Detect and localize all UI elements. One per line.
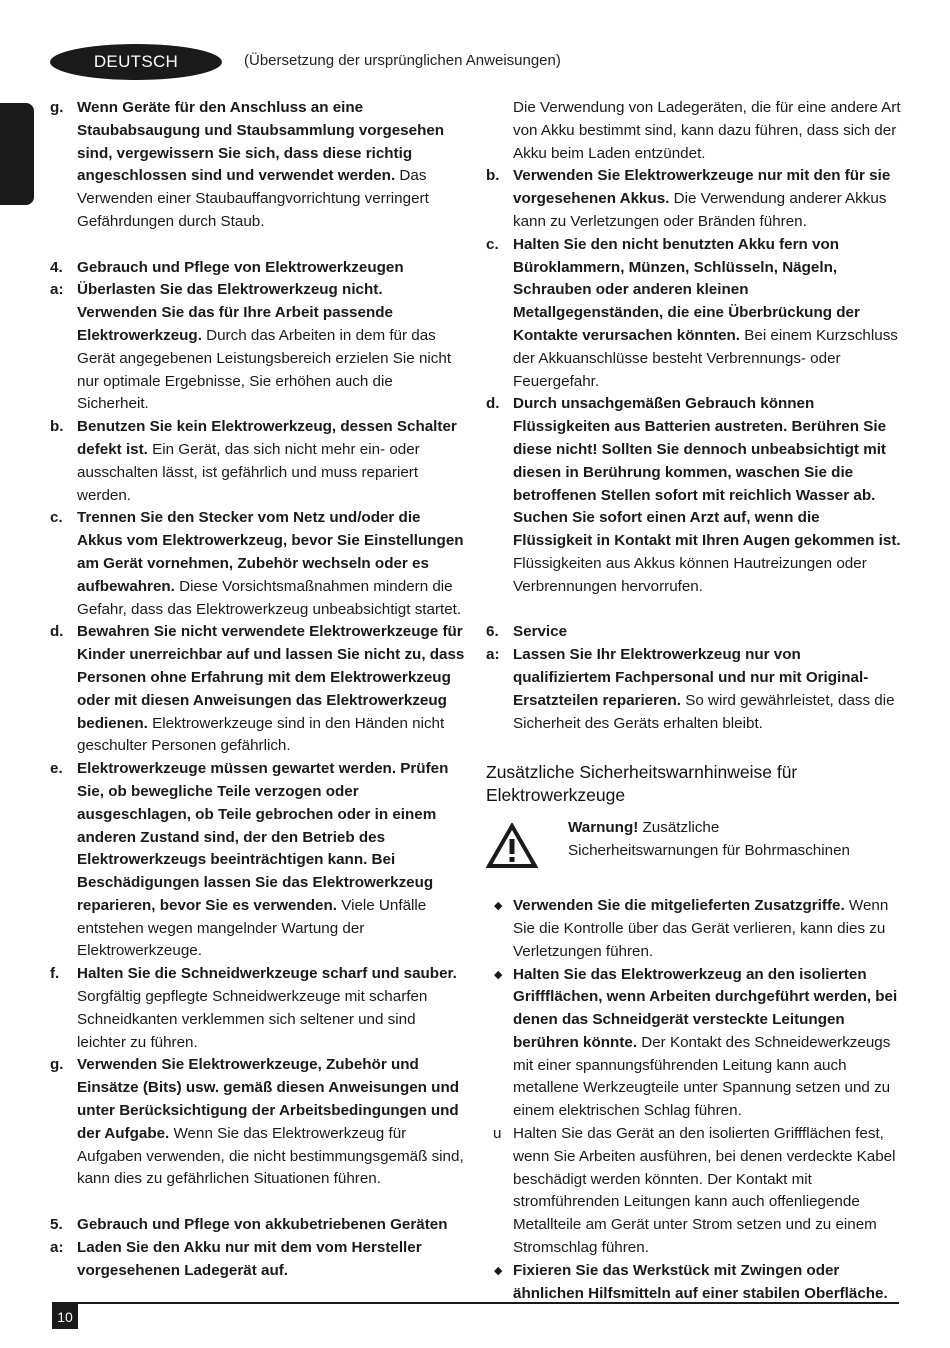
bullet-item: ◆ Halten Sie das Elektrowerkzeug an den isolierten Griffflächen, wenn Arbeiten durchgeführt werden, bei denen das Schneidgerät versteckte Leitungen berühren könnte. Der Kontakt des Schneidewerkzeugs mit einer spannungsführenden Leitung kann auch metallene Werkzeugteile unter Spannung setzen und zu einem elektrischen Schlag führen. (486, 964, 902, 1124)
translation-note: (Übersetzung der ursprünglichen Anweisungen) (244, 52, 561, 69)
section-heading-6: 6. Service (486, 623, 568, 641)
list-item-f: f. Halten Sie die Schneidwerkzeuge scharf und sauber. Sorgfältig gepflegte Schneidwerkzeuge mit scharfen Schneidkanten verklemmen sich seltener und sind leichter zu führen. (50, 965, 457, 1051)
list-item-a5: a: Laden Sie den Akku nur mit dem vom Hersteller vorgesehenen Ladegerät auf. (50, 1238, 422, 1279)
list-item-c: c. Trennen Sie den Stecker vom Netz und/oder die Akkus vom Elektrowerkzeug, bevor Sie Einstellungen am Gerät vornehmen, Zubehör wechseln oder es aufbewahren. Diese Vorsichtsmaßnahmen mindern die Gefahr, dass das Elektrowerkzeug unbeabsichtigt startet. (50, 509, 464, 618)
continued-paragraph: Die Verwendung von Ladegeräten, die für eine andere Art von Akku bestimmt sind, kann dazu führen, dass sich der Akku beim Laden entzündet. (513, 99, 901, 162)
list-item-b: b. Benutzen Sie kein Elektrowerkzeug, dessen Schalter defekt ist. Ein Gerät, das sich nicht mehr ein- oder ausschalten lässt, ist gefährlich und muss repariert werden. (50, 418, 457, 504)
warning-triangle-icon (486, 817, 568, 877)
warning-block (486, 817, 902, 877)
footer-rule (52, 1302, 899, 1304)
list-item-e: e. Elektrowerkzeuge müssen gewartet werden. Prüfen Sie, ob bewegliche Teile verzogen oder ausgeschlagen, ob Teile gebrochen oder in einem anderen Zustand sind, der den Betrieb des Elektrowerkzeugs beeinträchtigen kann. Bei Beschädigungen lassen Sie das Elektrowerkzeug reparieren, bevor Sie es verwenden. Viele Unfälle entstehen wegen mangelnder Wartung der Elektrowerkzeuge. (50, 760, 449, 960)
right-column (486, 97, 902, 1305)
section-heading-4: 4. Gebrauch und Pflege von Elektrowerkzeugen (50, 258, 404, 276)
list-item-a: a: Überlasten Sie das Elektrowerkzeug nicht. Verwenden Sie das für Ihre Arbeit passende Elektrowerkzeug. Durch das Arbeiten in dem für das Gerät angegebenen Leistungsbereich erzielen Sie nicht nur optimale Ergebnisse, Sie erhöhen auch die Sicherheit. (50, 281, 452, 413)
list-item-d: d. Bewahren Sie nicht verwendete Elektrowerkzeuge für Kinder unerreichbar auf und lassen Sie nicht zu, dass Personen ohne Erfahrung mit dem Elektrowerkzeug oder mit diesen Anweisungen das Elektrowerkzeug bedienen. Elektrowerkzeuge sind in den Händen nicht geschulter Personen gefährlich. (50, 623, 465, 755)
diamond-bullet-icon: ◆ (494, 1264, 503, 1277)
language-badge (50, 44, 222, 80)
page-number: 10 (52, 1304, 78, 1329)
bullet-item: ◆ Verwenden Sie die mitgelieferten Zusatzgriffe. Wenn Sie die Kontrolle über das Gerät verlieren, kann dies zu Verletzungen führen. (486, 895, 902, 963)
list-item-d: d. Durch unsachgemäßen Gebrauch können Flüssigkeiten aus Batterien austreten. Berühren Sie diese nicht! Sollten Sie dennoch unbeabsichtigt mit diesen in Berührung kommen, waschen Sie die betroffenen Stellen sofort mit reichlich Wasser ab. Suchen Sie sofort einen Arzt auf, wenn die Flüssigkeit in Kontakt mit Ihren Augen gekommen ist. Flüssigkeiten aus Akkus können Hautreizungen oder Verbrennungen hervorrufen. (486, 395, 901, 595)
list-item-b: b. Verwenden Sie Elektrowerkzeuge nur mit den für sie vorgesehenen Akkus. Die Verwendung anderer Akkus kann zu Verletzungen oder Bränden führen. (486, 167, 891, 230)
diamond-bullet-icon: ◆ (494, 968, 503, 981)
bullet-item: ◆ Fixieren Sie das Werkstück mit Zwingen oder ähnlichen Hilfsmitteln auf einer stabilen Oberfläche. (486, 1260, 902, 1306)
list-item-g: g. Wenn Geräte für den Anschluss an eine Staubabsaugung und Staubsammlung vorgesehen sind, vergewissern Sie sich, dass diese richtig angeschlossen sind und verwendet werden. Das Verwenden einer Staubauffangvorrichtung verringert Gefährdungen durch Staub. (50, 99, 445, 230)
list-item-c: c. Halten Sie den nicht benutzten Akku fern von Büroklammern, Münzen, Schlüsseln, Nägeln, Schrauben oder anderen kleinen Metallgegenständen, die eine Überbrückung der Kontakte verursachen könnten. Bei einem Kurzschluss der Akkuanschlüsse besteht Verbrennungs- oder Feuergefahr. (486, 235, 898, 390)
u-bullet-marker: u (493, 1125, 502, 1143)
additional-safety-heading: Zusätzliche Sicherheitswarnhinweise für Elektrowerkzeuge (486, 762, 798, 806)
language-label: DEUTSCH (93, 52, 179, 71)
language-tab-marker (0, 103, 34, 205)
diamond-bullet-icon: ◆ (494, 900, 503, 913)
section-heading-5: 5. Gebrauch und Pflege von akkubetriebenen Geräten (50, 1216, 448, 1234)
list-item-g2: g. Verwenden Sie Elektrowerkzeuge, Zubehör und Einsätze (Bits) usw. gemäß diesen Anweisungen und unter Berücksichtigung der Arbeitsbedingungen und der Aufgabe. Wenn Sie das Elektrowerkzeug für Aufgaben verwenden, die nicht bestimmungsgemäß sind, kann dies zu gefährlichen Situationen führen. (50, 1056, 464, 1188)
left-column (50, 97, 465, 1282)
bullet-item: u Halten Sie das Gerät an den isolierten Griffflächen fest, wenn Sie Arbeiten ausführen, bei denen verdeckte Kabel beschädigt werden könnten. Der Kontakt mit stromführenden Leitungen kann auch offenliegende Metallteile am Gerät unter Strom setzen und zu einem Stromschlag führen. (486, 1123, 902, 1260)
list-item-a6: a: Lassen Sie Ihr Elektrowerkzeug nur von qualifiziertem Fachpersonal und nur mit Original- Ersatzteilen reparieren. So wird gewährleistet, dass die Sicherheit des Geräts erhalten bleibt. (486, 646, 895, 732)
warning-text: Warnung! Zusätzliche Sicherheitswarnungen für Bohrmaschinen (568, 819, 850, 860)
